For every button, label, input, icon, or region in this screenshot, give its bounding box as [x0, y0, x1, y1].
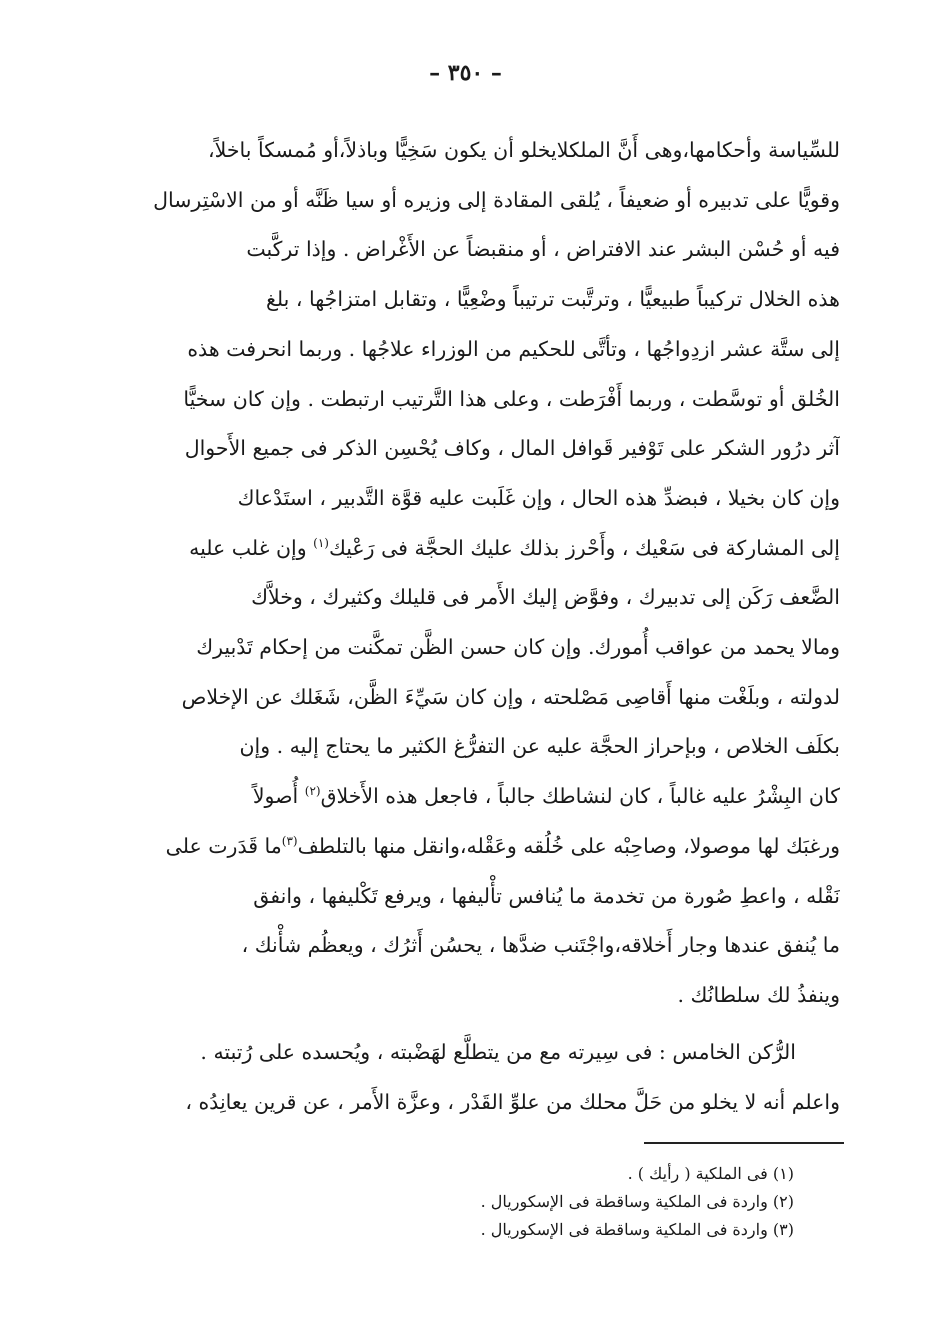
- section-paragraph: [96, 1028, 840, 1127]
- text-line: إلى ستَّة عشر ازدِواجُها ، وتأتَّى للحكيم من الوزراء علاجُها . وربما انحرفت هذه: [187, 336, 840, 361]
- page-number: – ٣٥٠ –: [429, 60, 502, 86]
- text-line: لدولته ، وبلَغْت منها أَقاصِى مَصْلحته ، وإن كان سَيِّءَ الظَّن، شَغَلك عن الإخلاص: [181, 684, 840, 709]
- footnote-1: (١) فى الملكية ( رأيك ) .: [627, 1164, 794, 1183]
- text-line-with-footnote-2: [96, 772, 840, 822]
- text-segment: أُصولاً: [252, 784, 299, 809]
- text-line: الخُلق أو توسَّطت ، وربما أَفْرَطت ، وعلى هذا التَّرتيب ارتبطت . وإن كان سخيًّا: [183, 386, 840, 411]
- text-line: بكلَف الخلاص ، وبإحراز الحجَّة عليه عن التفرُّغ الكثير ما يحتاج إليه . وإن: [239, 734, 840, 759]
- text-line: للسِّياسة وأحكامها،وهى أَنَّ الملكلايخلو أن يكون سَخِيًّا وباذلاً،أو مُمسكاً باخلاً،: [208, 138, 840, 162]
- footnotes: [300, 1160, 794, 1244]
- footnote-2: (٢) واردة فى الملكية وساقطة فى الإسكوريال .: [480, 1192, 794, 1211]
- text-line: ما يُنفق عندها وجار أَخلاقه،واجْتَنب ضدَّها ، يحسُن أَثرُك ، ويعظُم شأْنك ،: [241, 933, 840, 958]
- text-segment: وإن غلب عليه: [189, 535, 307, 560]
- text-line-with-footnote-1: [96, 524, 840, 574]
- text-segment: ورغبَك لها موصولا، وصاحِبْه على خُلُقه وعَقْله،وانقل منها بالتلطف: [297, 833, 840, 858]
- text-line: نَقْله ، واعطِ صُورة من تخدمة ما يُنافس تأْليفها ، ويرفع تَكْليفها ، وانفق: [253, 883, 840, 908]
- section-heading-line: الرُّكن الخامس : فى سِيرته مع من يتطلَّع لهَضْبته ، ويُحسده على رُتبته .: [200, 1040, 796, 1064]
- footnote-divider: [644, 1142, 844, 1144]
- text-line: هذه الخلال تركيباً طبيعيًّا ، وترتَّبت ترتيباً وضْعِيًّا ، وتقابل امتزاجُها ، بلغ: [265, 287, 840, 312]
- footnote-ref-2: (٢): [304, 784, 321, 799]
- text-segment: ما قَدَرت على: [165, 833, 282, 858]
- text-segment: إلى المشاركة فى سَعْيك ، وأَحْرز بذلك عليك الحجَّة فى رَعْيك: [328, 535, 840, 560]
- text-line: آثر درُور الشكر على تَوْفير قَوافل المال ، وكاف يُحْسِن الذكر فى جميع الأَحوال: [184, 436, 840, 461]
- text-line: ومالا يحمد من عواقب أُمورك. وإن كان حسن الظَّن تمكَّنت من إحكام تَدْبيرك: [196, 635, 840, 660]
- text-line: وقويًّا على تدبيره أو ضعيفاً ، يُلقى المقادة إلى وزيره أو سيا ظَنَّه أو من الاسْتِرسال: [153, 187, 840, 212]
- text-line-with-footnote-3: [96, 822, 840, 872]
- footnote-ref-1: (١): [313, 535, 329, 550]
- text-line: فيه أو حُسْن البشر عند الافتراض ، أو منقبضاً عن الأَغْراض . وإذا تركَّبت: [246, 237, 840, 262]
- text-line: وإن كان بخيلا ، فبضدِّ هذه الحال ، وإن غَلَبت عليه قوَّة التَّدبير ، استَدْعاك: [237, 485, 840, 510]
- main-paragraph: [96, 126, 840, 1021]
- text-line: واعلم أنه لا يخلو من حَلَّ محلك من علوِّ القَدْر ، وعزَّة الأَمر ، عن قرين يعانِدُه ،: [185, 1089, 840, 1114]
- footnote-ref-3: (٣): [281, 834, 298, 849]
- footnote-3: (٣) واردة فى الملكية وساقطة فى الإسكوريال .: [480, 1220, 794, 1239]
- text-line: الضَّعف رَكَن إلى تدبيرك ، وفوَّض إليك الأَمر فى قليلك وكثيرك ، وخلاَّك: [251, 585, 840, 610]
- text-segment: كان البِشْرُ عليه غالباً ، كان لنشاطك جالباً ، فاجعل هذه الأَخلاق: [320, 784, 840, 809]
- text-line: وينفذُ لك سلطانُك .: [677, 982, 840, 1007]
